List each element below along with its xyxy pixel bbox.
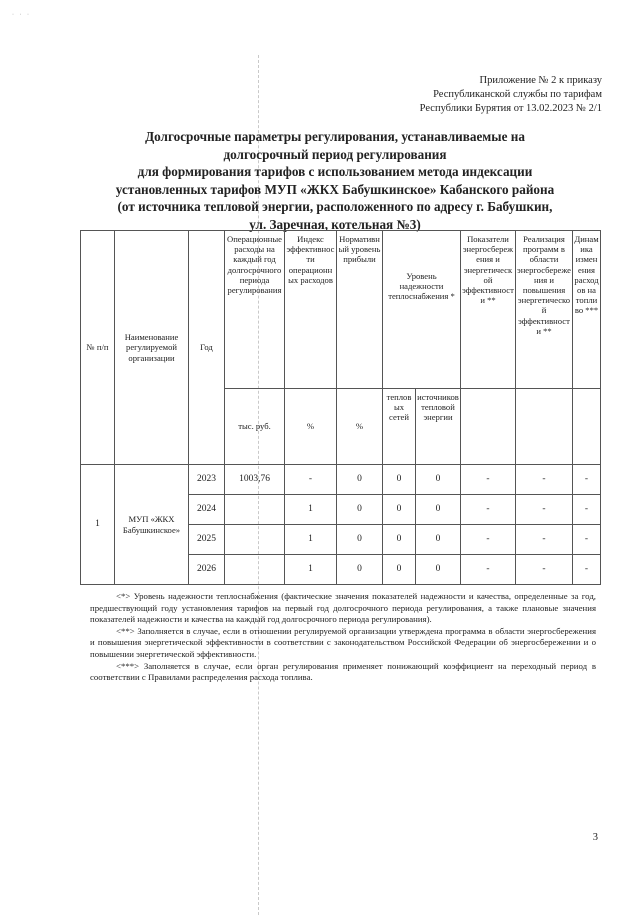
document-title [70, 128, 600, 233]
appendix-line: Республики Бурятия от 13.02.2023 № 2/1 [419, 103, 602, 114]
cell-profit: 0 [337, 465, 383, 495]
header-year: Год [189, 231, 225, 465]
cell-year: 2023 [189, 465, 225, 495]
header-opex: Операционные расходы на каждый год долгосрочного периода регулирования [225, 231, 285, 389]
header-fuel: Динамика изменения расходов на топливо *** [573, 231, 601, 389]
unit-networks: тепловых сетей [383, 389, 416, 465]
appendix-reference [420, 74, 602, 116]
header-reliability: Уровень надежности теплоснабжения * [383, 231, 461, 389]
cell-networks: 0 [383, 495, 416, 525]
cell-index: 1 [285, 495, 337, 525]
header-program: Реализация программ в области энергосбережения и повышения энергетической эффективности ** [516, 231, 573, 389]
cell-index: - [285, 465, 337, 495]
cell-sources: 0 [416, 525, 461, 555]
title-line: (от источника тепловой энергии, расположенного по адресу г. Бабушкин, [117, 199, 553, 214]
cell-networks: 0 [383, 555, 416, 585]
cell-program: - [516, 495, 573, 525]
cell-profit: 0 [337, 495, 383, 525]
scan-speck: · · · [12, 12, 31, 18]
cell-networks: 0 [383, 465, 416, 495]
cell-year: 2024 [189, 495, 225, 525]
cell-program: - [516, 465, 573, 495]
footnote: <**> Заполняется в случае, если в отношении регулируемой организации утверждена программа в области энергосбережения и повышения энергетической эффективности в соответствии с законодательством Российской Федерации об энергосбережении и о повышении энергетической эффективности. [90, 625, 596, 659]
title-line: для формирования тарифов с использованием метода индексации [137, 164, 533, 179]
page-number: 3 [592, 832, 598, 843]
cell-program: - [516, 525, 573, 555]
cell-energy-eff: - [461, 465, 516, 495]
unit-sources: источников тепловой энергии [416, 389, 461, 465]
cell-opex [225, 555, 285, 585]
cell-energy-eff: - [461, 495, 516, 525]
cell-fuel: - [573, 555, 601, 585]
unit-opex: тыс. руб. [225, 389, 285, 465]
cell-sources: 0 [416, 555, 461, 585]
cell-opex: 1003,76 [225, 465, 285, 495]
table-header-row [81, 231, 601, 389]
unit-empty [461, 389, 516, 465]
cell-program: - [516, 555, 573, 585]
footnote: <*> Уровень надежности теплоснабжения (фактические значения показателей надежности и качества, определенные за год, предшествующий году установления тарифов на первый год долгосрочного периода регулирования, а также плановые значения показателей надежности и качества на каждый год долгосрочного периода регулирования). [90, 591, 596, 625]
row-num: 1 [81, 465, 115, 585]
appendix-line: Приложение № 2 к приказу [479, 75, 602, 86]
cell-opex [225, 525, 285, 555]
cell-opex [225, 495, 285, 525]
header-energy-eff: Показатели энергосбережения и энергетической эффективности ** [461, 231, 516, 389]
cell-index: 1 [285, 555, 337, 585]
cell-index: 1 [285, 525, 337, 555]
cell-year: 2026 [189, 555, 225, 585]
unit-empty [516, 389, 573, 465]
header-num: № п/п [81, 231, 115, 465]
cell-networks: 0 [383, 525, 416, 555]
cell-sources: 0 [416, 465, 461, 495]
org-name: МУП «ЖКХ Бабушкинское» [115, 465, 189, 585]
title-line: ул. Заречная, котельная №3) [249, 216, 421, 232]
cell-year: 2025 [189, 525, 225, 555]
table-row [81, 465, 601, 495]
cell-fuel: - [573, 525, 601, 555]
cell-energy-eff: - [461, 555, 516, 585]
parameters-table [80, 230, 601, 585]
cell-fuel: - [573, 465, 601, 495]
header-profit: Нормативный уровень прибыли [337, 231, 383, 389]
title-line: Долгосрочные параметры регулирования, устанавливаемые на [145, 129, 525, 144]
cell-profit: 0 [337, 525, 383, 555]
unit-empty [573, 389, 601, 465]
cell-profit: 0 [337, 555, 383, 585]
appendix-line: Республиканской службы по тарифам [433, 89, 602, 100]
footnotes [90, 591, 596, 684]
unit-index: % [285, 389, 337, 465]
footnote: <***> Заполняется в случае, если орган регулирования применяет понижающий коэффициент на переходный период в соответствии с Правилами распределения расхода топлива. [90, 660, 596, 683]
cell-energy-eff: - [461, 525, 516, 555]
cell-sources: 0 [416, 495, 461, 525]
title-line: долгосрочный период регулирования [223, 146, 447, 162]
header-index: Индекс эффективности операционных расходов [285, 231, 337, 389]
cell-fuel: - [573, 495, 601, 525]
unit-profit: % [337, 389, 383, 465]
header-org: Наименование регулируемой организации [115, 231, 189, 465]
title-line: установленных тарифов МУП «ЖКХ Бабушкинское» Кабанского района [115, 181, 555, 197]
